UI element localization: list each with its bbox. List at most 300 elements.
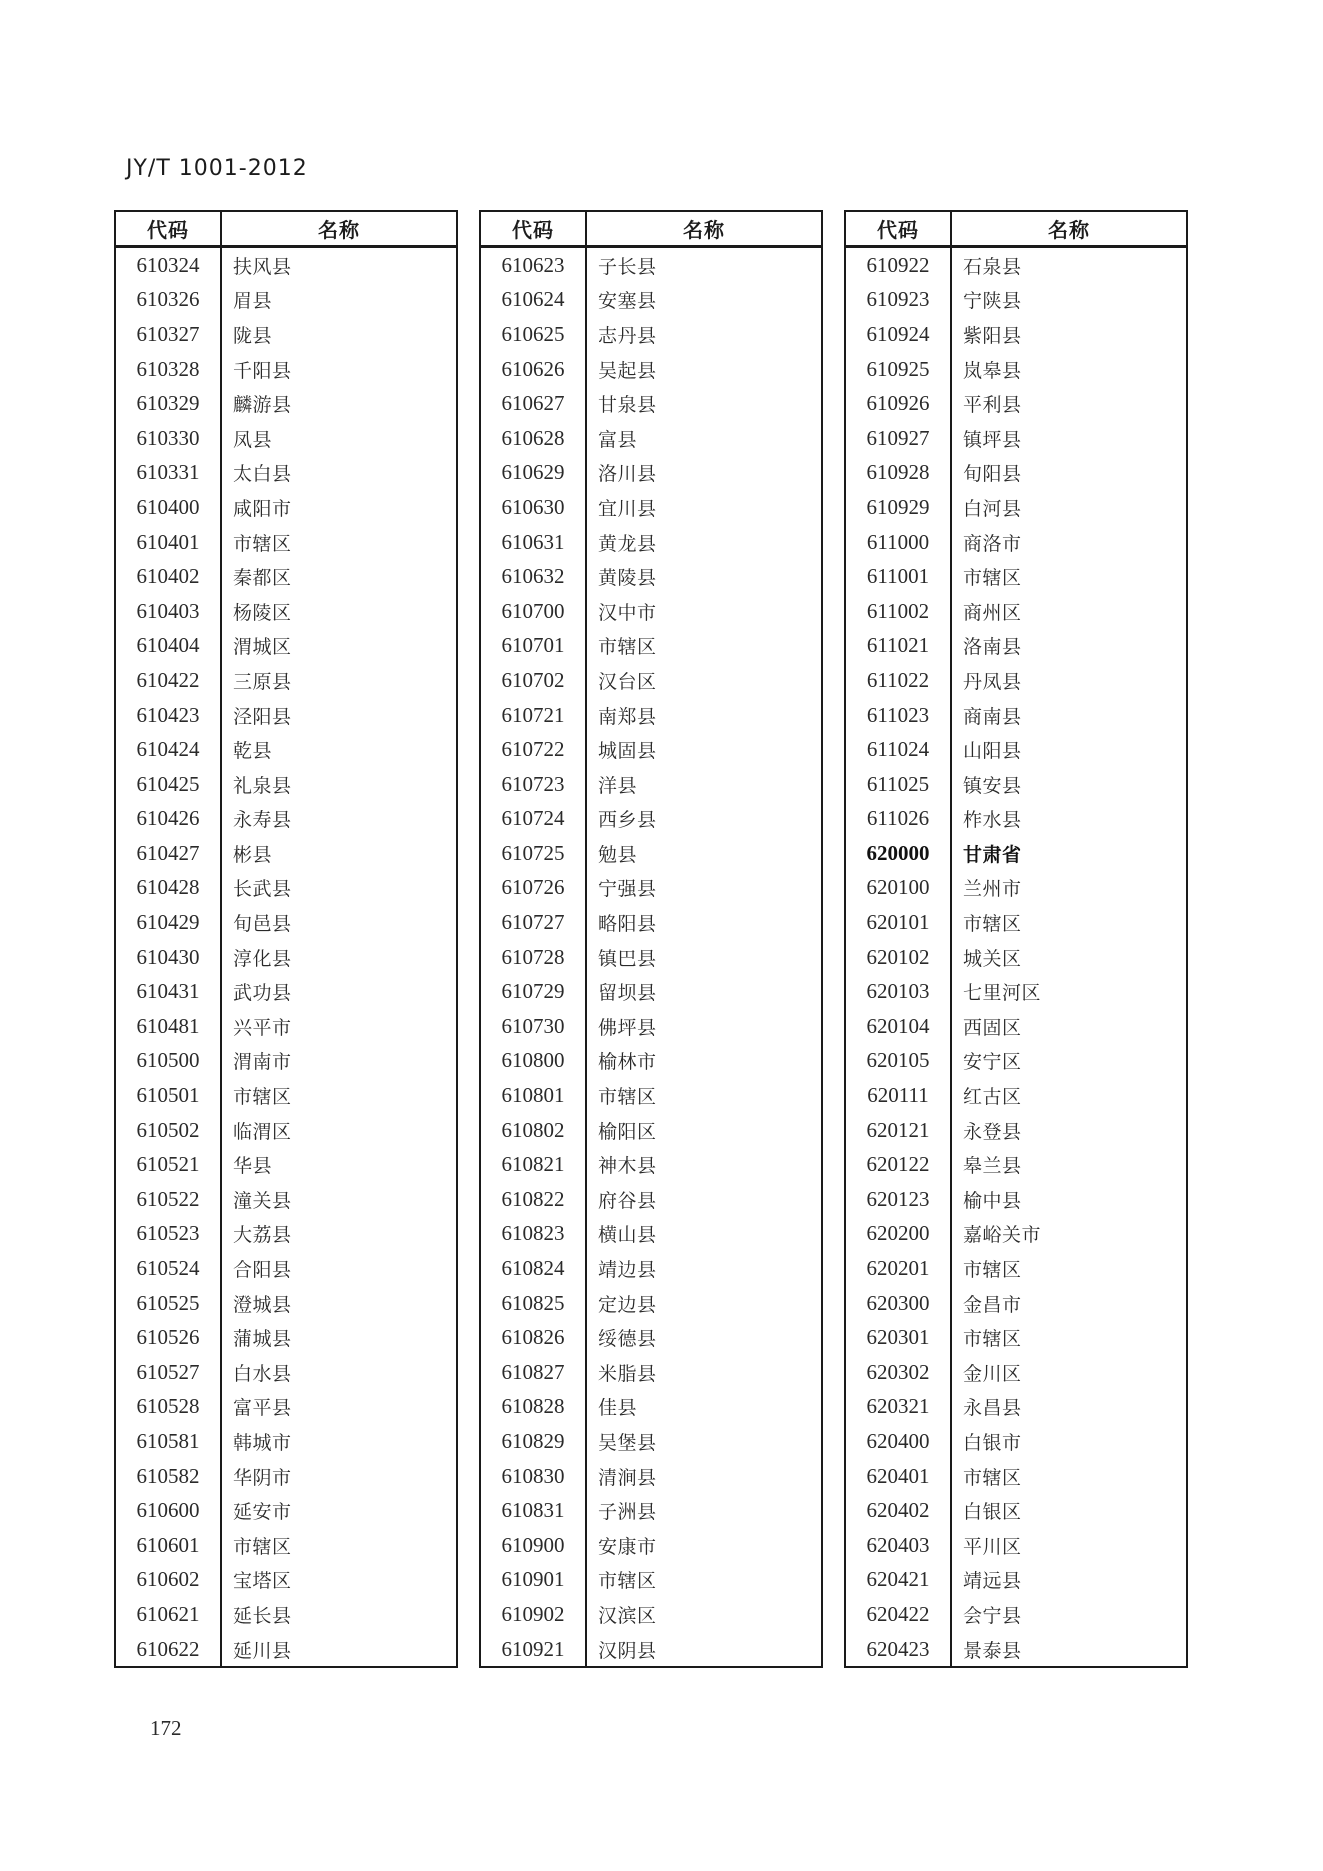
name-cell: 麟游县 — [233, 395, 292, 417]
name-cell: 子长县 — [598, 256, 657, 278]
table-row — [115, 1528, 457, 1563]
code-cell: 610602 — [115, 1563, 221, 1598]
table-row — [480, 1459, 822, 1494]
code-cell: 610631 — [480, 525, 586, 560]
table-row — [845, 802, 1187, 837]
table-row — [845, 1493, 1187, 1528]
name-cell: 宁强县 — [598, 879, 657, 901]
name-cell: 宝塔区 — [233, 1571, 292, 1593]
table-row — [115, 1182, 457, 1217]
code-cell: 610900 — [480, 1528, 586, 1563]
name-cell: 旬阳县 — [963, 464, 1022, 486]
table-row — [845, 525, 1187, 560]
code-cell: 610424 — [115, 732, 221, 767]
code-cell: 610801 — [480, 1078, 586, 1113]
code-cell: 610402 — [115, 559, 221, 594]
code-cell: 620111 — [845, 1078, 951, 1113]
table-row — [480, 1632, 822, 1668]
tables-container — [114, 210, 1188, 1668]
table-row — [845, 1528, 1187, 1563]
name-cell: 澄城县 — [233, 1294, 292, 1316]
name-cell: 永昌县 — [963, 1398, 1022, 1420]
name-cell: 米脂县 — [598, 1363, 657, 1385]
name-cell: 市辖区 — [598, 1087, 657, 1109]
name-cell: 清涧县 — [598, 1467, 657, 1489]
name-cell: 长武县 — [233, 879, 292, 901]
code-cell: 610825 — [480, 1286, 586, 1321]
table-row — [480, 247, 822, 283]
code-table-middle — [479, 210, 823, 1668]
name-cell: 泾阳县 — [233, 706, 292, 728]
name-cell: 山阳县 — [963, 741, 1022, 763]
code-cell: 611026 — [845, 802, 951, 837]
table-row — [845, 456, 1187, 491]
code-cell: 620421 — [845, 1563, 951, 1598]
name-cell: 石泉县 — [963, 256, 1022, 278]
code-cell: 610821 — [480, 1147, 586, 1182]
code-cell: 611002 — [845, 594, 951, 629]
code-cell: 610500 — [115, 1044, 221, 1079]
table-row — [115, 1044, 457, 1079]
code-cell: 611024 — [845, 732, 951, 767]
code-cell: 610629 — [480, 456, 586, 491]
table-row — [480, 283, 822, 318]
code-cell: 610721 — [480, 698, 586, 733]
name-cell: 富平县 — [233, 1398, 292, 1420]
name-cell: 横山县 — [598, 1225, 657, 1247]
code-cell: 620105 — [845, 1044, 951, 1079]
table-row — [115, 352, 457, 387]
code-cell: 610922 — [845, 247, 951, 283]
table-row — [480, 490, 822, 525]
name-cell: 延川县 — [233, 1640, 292, 1662]
code-cell: 611021 — [845, 629, 951, 664]
code-cell: 620403 — [845, 1528, 951, 1563]
name-cell: 安宁区 — [963, 1052, 1022, 1074]
code-cell: 610702 — [480, 663, 586, 698]
table-row — [115, 1597, 457, 1632]
code-cell: 610426 — [115, 802, 221, 837]
name-cell: 白银市 — [963, 1432, 1022, 1454]
name-cell: 白河县 — [963, 498, 1022, 520]
table-row — [845, 974, 1187, 1009]
name-column-header: 名称 — [586, 211, 822, 247]
table-row — [480, 1078, 822, 1113]
name-cell: 眉县 — [233, 291, 273, 313]
name-cell: 吴堡县 — [598, 1432, 657, 1454]
table-row — [115, 283, 457, 318]
name-cell: 市辖区 — [233, 533, 292, 555]
name-cell: 嘉峪关市 — [963, 1225, 1042, 1247]
code-cell: 610822 — [480, 1182, 586, 1217]
name-cell: 潼关县 — [233, 1190, 292, 1212]
table-row — [845, 940, 1187, 975]
name-cell: 宁陕县 — [963, 291, 1022, 313]
name-cell: 金川区 — [963, 1363, 1022, 1385]
table-row — [115, 1390, 457, 1425]
code-cell: 610824 — [480, 1251, 586, 1286]
name-cell: 兰州市 — [963, 879, 1022, 901]
table-header-row — [115, 211, 457, 247]
table-row — [480, 1182, 822, 1217]
code-cell: 610525 — [115, 1286, 221, 1321]
table-row — [480, 1597, 822, 1632]
table-row — [845, 1251, 1187, 1286]
name-cell: 子洲县 — [598, 1502, 657, 1524]
code-cell: 610330 — [115, 421, 221, 456]
name-cell: 陇县 — [233, 325, 273, 347]
name-column-header: 名称 — [951, 211, 1187, 247]
code-cell: 611025 — [845, 767, 951, 802]
code-column-header: 代码 — [845, 211, 951, 247]
table-row — [480, 1493, 822, 1528]
table-row — [115, 1459, 457, 1494]
code-cell: 610401 — [115, 525, 221, 560]
name-cell: 彬县 — [233, 844, 273, 866]
code-cell: 620200 — [845, 1217, 951, 1252]
code-cell: 610627 — [480, 386, 586, 421]
name-cell: 白银区 — [963, 1502, 1022, 1524]
name-cell: 七里河区 — [963, 983, 1042, 1005]
table-row — [480, 871, 822, 906]
name-cell: 黄陵县 — [598, 568, 657, 590]
table-row — [845, 905, 1187, 940]
name-cell: 市辖区 — [963, 1329, 1022, 1351]
code-cell: 620123 — [845, 1182, 951, 1217]
code-cell: 610925 — [845, 352, 951, 387]
table-row — [115, 1217, 457, 1252]
name-cell: 市辖区 — [598, 1571, 657, 1593]
name-cell: 白水县 — [233, 1363, 292, 1385]
table-row — [115, 629, 457, 664]
code-cell: 620100 — [845, 871, 951, 906]
name-cell: 蒲城县 — [233, 1329, 292, 1351]
code-cell: 610725 — [480, 836, 586, 871]
name-cell: 永寿县 — [233, 810, 292, 832]
code-cell: 610621 — [115, 1597, 221, 1632]
table-row — [845, 1424, 1187, 1459]
name-cell: 武功县 — [233, 983, 292, 1005]
code-cell: 620401 — [845, 1459, 951, 1494]
table-row — [845, 1355, 1187, 1390]
code-cell: 611022 — [845, 663, 951, 698]
name-cell: 勉县 — [598, 844, 638, 866]
code-cell: 610528 — [115, 1390, 221, 1425]
code-cell: 610923 — [845, 283, 951, 318]
name-cell: 定边县 — [598, 1294, 657, 1316]
code-cell: 620301 — [845, 1320, 951, 1355]
table-row — [845, 1078, 1187, 1113]
code-cell: 610727 — [480, 905, 586, 940]
code-cell: 610726 — [480, 871, 586, 906]
name-cell: 三原县 — [233, 671, 292, 693]
name-cell: 西固区 — [963, 1017, 1022, 1039]
code-cell: 620422 — [845, 1597, 951, 1632]
code-cell: 610921 — [480, 1632, 586, 1668]
code-cell: 610630 — [480, 490, 586, 525]
table-row — [845, 1147, 1187, 1182]
table-row — [115, 559, 457, 594]
code-cell: 620423 — [845, 1632, 951, 1668]
table-row — [115, 1113, 457, 1148]
name-cell: 丹凤县 — [963, 671, 1022, 693]
code-cell: 610901 — [480, 1563, 586, 1598]
table-row — [480, 1147, 822, 1182]
name-cell: 延长县 — [233, 1605, 292, 1627]
table-row — [480, 559, 822, 594]
name-cell: 华阴市 — [233, 1467, 292, 1489]
name-cell: 汉中市 — [598, 602, 657, 624]
code-cell: 610428 — [115, 871, 221, 906]
code-cell: 610831 — [480, 1493, 586, 1528]
name-cell: 甘肃省 — [963, 844, 1022, 866]
code-cell: 610427 — [115, 836, 221, 871]
name-cell: 汉阴县 — [598, 1640, 657, 1662]
code-cell: 610827 — [480, 1355, 586, 1390]
code-cell: 610823 — [480, 1217, 586, 1252]
table-row — [480, 1286, 822, 1321]
name-cell: 永登县 — [963, 1121, 1022, 1143]
table-row — [480, 386, 822, 421]
table-row — [480, 1528, 822, 1563]
code-cell: 620104 — [845, 1009, 951, 1044]
code-table-left — [114, 210, 458, 1668]
code-cell: 610526 — [115, 1320, 221, 1355]
name-cell: 留坝县 — [598, 983, 657, 1005]
name-cell: 城关区 — [963, 948, 1022, 970]
code-cell: 610802 — [480, 1113, 586, 1148]
code-cell: 620400 — [845, 1424, 951, 1459]
name-cell: 乾县 — [233, 741, 273, 763]
code-cell: 611001 — [845, 559, 951, 594]
table-row — [115, 1286, 457, 1321]
name-cell: 礼泉县 — [233, 775, 292, 797]
table-row — [845, 698, 1187, 733]
code-cell: 610431 — [115, 974, 221, 1009]
table-row — [480, 1424, 822, 1459]
table-row — [115, 1493, 457, 1528]
table-row — [845, 559, 1187, 594]
table-row — [480, 1217, 822, 1252]
name-cell: 汉台区 — [598, 671, 657, 693]
table-row — [845, 352, 1187, 387]
name-cell: 旬邑县 — [233, 914, 292, 936]
code-cell: 610730 — [480, 1009, 586, 1044]
name-cell: 金昌市 — [963, 1294, 1022, 1316]
table-row — [480, 663, 822, 698]
code-cell: 610628 — [480, 421, 586, 456]
name-cell: 吴起县 — [598, 360, 657, 382]
name-cell: 市辖区 — [233, 1087, 292, 1109]
table-row — [115, 836, 457, 871]
code-cell: 610404 — [115, 629, 221, 664]
code-cell: 610632 — [480, 559, 586, 594]
code-column-header: 代码 — [480, 211, 586, 247]
table-row — [845, 1320, 1187, 1355]
table-row — [115, 1355, 457, 1390]
table-row — [845, 1044, 1187, 1079]
code-cell: 610926 — [845, 386, 951, 421]
code-cell: 610327 — [115, 317, 221, 352]
table-row — [115, 802, 457, 837]
page-number: 172 — [150, 1716, 182, 1740]
table-row — [845, 421, 1187, 456]
table-row — [480, 1355, 822, 1390]
code-cell: 620101 — [845, 905, 951, 940]
table-row — [480, 352, 822, 387]
table-row — [115, 1147, 457, 1182]
code-cell: 610521 — [115, 1147, 221, 1182]
table-row — [115, 698, 457, 733]
table-row — [480, 1009, 822, 1044]
name-cell: 南郑县 — [598, 706, 657, 728]
name-cell: 洛南县 — [963, 637, 1022, 659]
name-cell: 宜川县 — [598, 498, 657, 520]
code-cell: 610601 — [115, 1528, 221, 1563]
code-cell: 610581 — [115, 1424, 221, 1459]
table-row — [480, 1390, 822, 1425]
code-cell: 620300 — [845, 1286, 951, 1321]
table-row — [845, 283, 1187, 318]
table-row — [115, 1009, 457, 1044]
table-row — [480, 802, 822, 837]
table-row — [115, 1078, 457, 1113]
table-row — [845, 1563, 1187, 1598]
code-cell: 610423 — [115, 698, 221, 733]
code-cell: 610830 — [480, 1459, 586, 1494]
table-row — [480, 1113, 822, 1148]
name-cell: 佛坪县 — [598, 1017, 657, 1039]
table-row — [845, 767, 1187, 802]
name-cell: 甘泉县 — [598, 395, 657, 417]
code-cell: 610400 — [115, 490, 221, 525]
table-row — [480, 525, 822, 560]
name-cell: 韩城市 — [233, 1432, 292, 1454]
name-cell: 合阳县 — [233, 1260, 292, 1282]
code-table-right — [844, 210, 1188, 1668]
code-cell: 610502 — [115, 1113, 221, 1148]
table-row — [845, 1182, 1187, 1217]
name-cell: 城固县 — [598, 741, 657, 763]
table-row — [845, 386, 1187, 421]
table-row — [115, 767, 457, 802]
name-cell: 凤县 — [233, 429, 273, 451]
table-row — [480, 317, 822, 352]
table-row — [480, 456, 822, 491]
name-cell: 佳县 — [598, 1398, 638, 1420]
name-cell: 镇巴县 — [598, 948, 657, 970]
code-cell: 610924 — [845, 317, 951, 352]
name-cell: 渭南市 — [233, 1052, 292, 1074]
name-cell: 洛川县 — [598, 464, 657, 486]
code-cell: 610623 — [480, 247, 586, 283]
name-cell: 红古区 — [963, 1087, 1022, 1109]
code-cell: 610622 — [115, 1632, 221, 1668]
table-row — [115, 905, 457, 940]
name-cell: 扶风县 — [233, 256, 292, 278]
table-row — [480, 1044, 822, 1079]
code-cell: 610522 — [115, 1182, 221, 1217]
code-cell: 610600 — [115, 1493, 221, 1528]
name-cell: 神木县 — [598, 1156, 657, 1178]
table-row — [115, 456, 457, 491]
code-cell: 610430 — [115, 940, 221, 975]
table-header-row — [480, 211, 822, 247]
table-row — [480, 1251, 822, 1286]
code-cell: 610829 — [480, 1424, 586, 1459]
name-cell: 平川区 — [963, 1536, 1022, 1558]
table-row — [845, 836, 1187, 871]
table-row — [845, 1009, 1187, 1044]
name-cell: 千阳县 — [233, 360, 292, 382]
code-cell: 610728 — [480, 940, 586, 975]
code-cell: 610700 — [480, 594, 586, 629]
table-row — [845, 629, 1187, 664]
name-cell: 汉滨区 — [598, 1605, 657, 1627]
code-cell: 620321 — [845, 1390, 951, 1425]
table-row — [845, 490, 1187, 525]
code-cell: 610723 — [480, 767, 586, 802]
name-cell: 榆林市 — [598, 1052, 657, 1074]
name-cell: 杨陵区 — [233, 602, 292, 624]
code-cell: 620102 — [845, 940, 951, 975]
table-row — [115, 247, 457, 283]
table-row — [115, 940, 457, 975]
table-row — [845, 594, 1187, 629]
code-column-header: 代码 — [115, 211, 221, 247]
name-cell: 市辖区 — [963, 914, 1022, 936]
name-cell: 靖远县 — [963, 1571, 1022, 1593]
code-cell: 610722 — [480, 732, 586, 767]
name-cell: 淳化县 — [233, 948, 292, 970]
name-cell: 靖边县 — [598, 1260, 657, 1282]
table-row — [480, 732, 822, 767]
table-row — [480, 629, 822, 664]
code-cell: 610326 — [115, 283, 221, 318]
name-cell: 商南县 — [963, 706, 1022, 728]
table-row — [480, 974, 822, 1009]
code-cell: 610501 — [115, 1078, 221, 1113]
code-cell: 611023 — [845, 698, 951, 733]
code-cell: 610329 — [115, 386, 221, 421]
table-row — [115, 871, 457, 906]
name-cell: 富县 — [598, 429, 638, 451]
name-cell: 市辖区 — [598, 637, 657, 659]
table-row — [480, 1563, 822, 1598]
table-row — [115, 1251, 457, 1286]
code-cell: 610524 — [115, 1251, 221, 1286]
name-cell: 安塞县 — [598, 291, 657, 313]
name-cell: 府谷县 — [598, 1190, 657, 1212]
table-row — [480, 1320, 822, 1355]
table-row — [115, 594, 457, 629]
table-row — [845, 1632, 1187, 1668]
code-cell: 610527 — [115, 1355, 221, 1390]
table-row — [845, 1217, 1187, 1252]
name-cell: 商洛市 — [963, 533, 1022, 555]
name-cell: 会宁县 — [963, 1605, 1022, 1627]
code-cell: 620000 — [845, 836, 951, 871]
name-cell: 大荔县 — [233, 1225, 292, 1247]
code-cell: 610582 — [115, 1459, 221, 1494]
name-cell: 秦都区 — [233, 568, 292, 590]
name-cell: 榆中县 — [963, 1190, 1022, 1212]
name-cell: 太白县 — [233, 464, 292, 486]
table-row — [845, 732, 1187, 767]
table-row — [115, 1320, 457, 1355]
table-row — [845, 247, 1187, 283]
name-cell: 延安市 — [233, 1502, 292, 1524]
